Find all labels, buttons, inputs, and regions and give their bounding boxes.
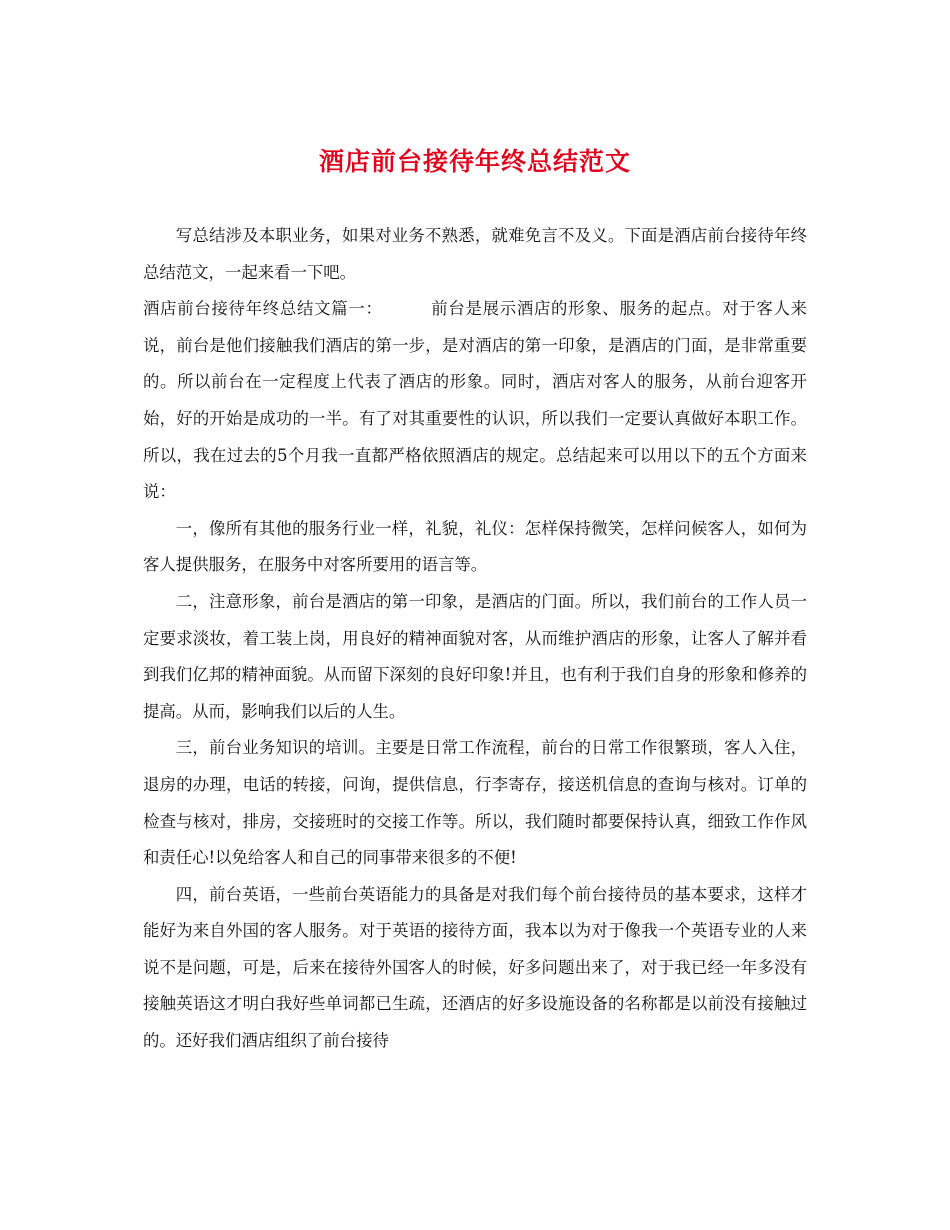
paragraph-5: 四，前台英语，一些前台英语能力的具备是对我们每个前台接待员的基本要求，这样才能好为来自外国的客人服务。对于英语的接待方面，我本以为对于像我一个英语专业的人来说不是问题，可是，后来在接待外国客人的时候，好多问题出来了，对于我已经一年多没有接触英语这才明白我好些单词都已生疏，还酒店的好多设施设备的名称都是以前没有接触过的。还好我们酒店组织了前台接待 (143, 884, 807, 1051)
paragraph-3: 二，注意形象，前台是酒店的第一印象，是酒店的门面。所以，我们前台的工作人员一定要求淡妆，着工装上岗，用良好的精神面貌对客，从而维护酒店的形象，让客人了解并看到我们亿邦的精神面貌。从而留下深刻的良好印象!并且，也有利于我们自身的形象和修养的提高。从而，影响我们以后的人生。 (143, 591, 807, 721)
paragraph-2: 一，像所有其他的服务行业一样，礼貌，礼仪：怎样保持微笑，怎样问候客人，如何为客人提供服务，在服务中对客所要用的语言等。 (143, 518, 807, 575)
section-paragraph (143, 291, 807, 511)
intro-paragraph: 写总结涉及本职业务，如果对业务不熟悉，就难免言不及义。下面是酒店前台接待年终总结范文，一起来看一下吧。 (143, 226, 807, 282)
section-heading: 酒店前台接待年终总结文篇一： (143, 299, 383, 319)
paragraph-4: 三，前台业务知识的培训。主要是日常工作流程，前台的日常工作很繁琐，客人入住，退房的办理，电话的转接，问询，提供信息，行李寄存，接送机信息的查询与核对。订单的检查与核对，排房，交接班时的交接工作等。所以，我们随时都要保持认真，细致工作作风和责任心!以免给客人和自己的同事带来很多的不便! (143, 738, 807, 868)
paragraph-1: 前台是展示酒店的形象、服务的起点。对于客人来说，前台是他们接触我们酒店的第一步，是对酒店的第一印象，是酒店的门面，是非常重要的。所以前台在一定程度上代表了酒店的形象。同时，酒店对客人的服务，从前台迎客开始，好的开始是成功的一半。有了对其重要性的认识，所以我们一定要认真做好本职工作。 所以，我在过去的5个月我一直都严格依照酒店的规定。总结起来可以用以下的五个方面来说： (143, 299, 808, 502)
document-body (143, 218, 807, 1060)
document-title: 酒店前台接待年终总结范文 (318, 147, 631, 176)
